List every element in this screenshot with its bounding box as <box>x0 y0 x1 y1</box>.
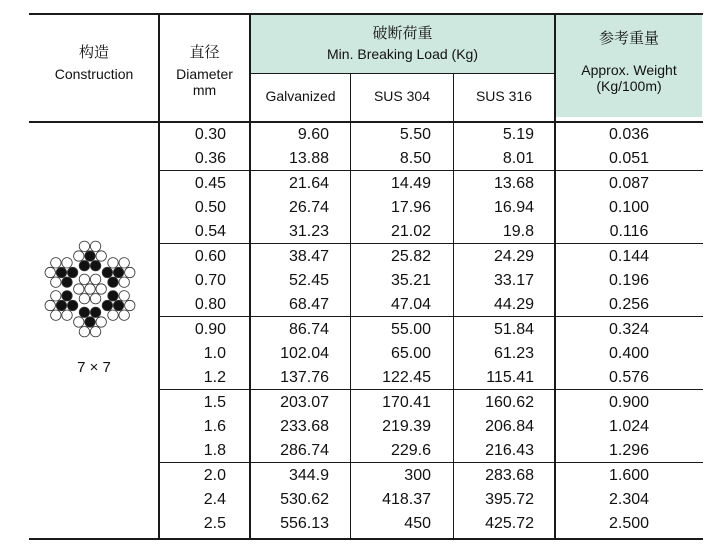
wire <box>108 310 118 320</box>
cell-galvanized: 286.74 <box>280 442 329 459</box>
cell-sus316: 19.8 <box>502 223 534 240</box>
cell-sus304: 21.02 <box>390 223 431 240</box>
wire <box>90 327 100 337</box>
wire <box>45 300 55 310</box>
cell-sus304: 17.96 <box>390 199 431 216</box>
header-load-fill <box>251 14 554 74</box>
wire <box>51 258 61 268</box>
header-bottom-border <box>29 121 703 123</box>
cell-sus304: 65.00 <box>390 345 431 362</box>
header-galvanized: Galvanized <box>265 88 336 104</box>
wire <box>85 284 95 294</box>
wire <box>56 267 66 277</box>
cell-diameter: 1.2 <box>203 369 226 386</box>
cell-weight: 0.144 <box>608 248 650 265</box>
cell-weight: 1.024 <box>608 418 650 435</box>
wire <box>62 310 72 320</box>
cell-weight: 0.256 <box>608 296 650 313</box>
cell-sus304: 219.39 <box>382 418 431 435</box>
cell-sus304: 170.41 <box>382 394 431 411</box>
cell-weight: 0.576 <box>608 369 650 386</box>
wire <box>85 251 95 261</box>
header-weight-cn: 参考重量 <box>598 29 659 47</box>
group-separator <box>158 243 703 244</box>
wire <box>119 277 129 287</box>
cell-sus316: 395.72 <box>485 491 534 508</box>
wire <box>79 327 89 337</box>
cell-galvanized: 52.45 <box>288 272 329 289</box>
cell-sus304: 14.49 <box>390 175 431 192</box>
wire <box>96 251 106 261</box>
group-separator <box>158 389 703 390</box>
wire <box>51 277 61 287</box>
cell-weight: 0.036 <box>608 126 650 143</box>
cell-diameter: 0.36 <box>194 150 226 167</box>
wire <box>102 300 112 310</box>
wire <box>119 310 129 320</box>
wire <box>45 267 55 277</box>
cell-diameter: 0.80 <box>194 296 226 313</box>
cell-sus316: 24.29 <box>493 248 534 265</box>
cell-galvanized: 530.62 <box>280 491 329 508</box>
cell-sus316: 160.62 <box>485 394 534 411</box>
cell-diameter: 0.45 <box>194 175 226 192</box>
cell-diameter: 1.6 <box>203 418 226 435</box>
cell-sus316: 61.23 <box>493 345 534 362</box>
construction-label: 7 × 7 <box>77 359 111 376</box>
cell-weight: 0.900 <box>608 394 650 411</box>
wire <box>90 294 100 304</box>
cell-diameter: 0.90 <box>194 321 226 338</box>
group-separator <box>158 462 703 463</box>
cell-sus316: 425.72 <box>485 515 534 532</box>
cell-galvanized: 203.07 <box>280 394 329 411</box>
header-diameter-en: Diameter <box>176 66 233 82</box>
cell-weight: 0.100 <box>608 199 650 216</box>
header-load-cn: 破断荷重 <box>372 24 433 42</box>
wire <box>90 274 100 284</box>
load-subheader-divider <box>251 73 554 74</box>
cell-diameter: 1.0 <box>203 345 226 362</box>
wire <box>125 267 135 277</box>
cell-sus316: 283.68 <box>485 467 534 484</box>
table-bottom-border <box>29 538 703 540</box>
cell-weight: 1.600 <box>608 467 650 484</box>
wire <box>108 258 118 268</box>
cell-galvanized: 31.23 <box>288 223 329 240</box>
cell-sus304: 47.04 <box>390 296 431 313</box>
header-weight-unit: (Kg/100m) <box>596 78 662 94</box>
wire <box>79 307 89 317</box>
cell-galvanized: 86.74 <box>288 321 329 338</box>
cell-diameter: 1.5 <box>203 394 226 411</box>
cell-sus316: 8.01 <box>502 150 534 167</box>
wire <box>119 258 129 268</box>
cell-sus316: 16.94 <box>493 199 534 216</box>
cell-sus304: 418.37 <box>382 491 431 508</box>
wire <box>79 241 89 251</box>
cell-weight: 0.051 <box>608 150 650 167</box>
wire <box>119 291 129 301</box>
wire <box>102 267 112 277</box>
wire <box>96 317 106 327</box>
cell-sus304: 229.6 <box>390 442 431 459</box>
wire <box>79 294 89 304</box>
wire <box>96 284 106 294</box>
wire <box>108 277 118 287</box>
header-diameter-unit: mm <box>192 82 217 98</box>
wire <box>56 300 66 310</box>
wire <box>90 261 100 271</box>
header-sus304: SUS 304 <box>373 88 431 104</box>
cell-galvanized: 344.9 <box>288 467 329 484</box>
cell-galvanized: 102.04 <box>280 345 329 362</box>
wire <box>79 261 89 271</box>
header-load-en: Min. Breaking Load (Kg) <box>327 46 478 62</box>
cell-weight: 0.087 <box>608 175 650 192</box>
wire <box>79 274 89 284</box>
cell-galvanized: 21.64 <box>288 175 329 192</box>
cell-galvanized: 13.88 <box>288 150 329 167</box>
wire <box>67 267 77 277</box>
cell-sus304: 300 <box>404 467 431 484</box>
cell-sus316: 115.41 <box>486 369 534 386</box>
cell-galvanized: 68.47 <box>288 296 329 313</box>
wire <box>62 291 72 301</box>
cell-diameter: 0.70 <box>194 272 226 289</box>
cell-galvanized: 38.47 <box>288 248 329 265</box>
wire <box>51 291 61 301</box>
wire <box>125 300 135 310</box>
cell-diameter: 2.5 <box>203 515 226 532</box>
cell-diameter: 0.30 <box>194 126 226 143</box>
cell-weight: 0.324 <box>608 321 650 338</box>
cell-sus304: 450 <box>404 515 431 532</box>
group-separator <box>158 170 703 171</box>
cell-galvanized: 9.60 <box>297 126 329 143</box>
wire <box>67 300 77 310</box>
cell-weight: 1.296 <box>608 442 650 459</box>
cell-sus304: 5.50 <box>399 126 431 143</box>
header-construction-cn: 构造 <box>78 43 109 61</box>
cell-sus304: 8.50 <box>399 150 431 167</box>
wire <box>74 284 84 294</box>
group-separator <box>158 316 703 317</box>
wire <box>62 258 72 268</box>
header-diameter-cn: 直径 <box>189 43 220 61</box>
wire <box>113 300 123 310</box>
cell-weight: 0.400 <box>608 345 650 362</box>
cell-diameter: 0.54 <box>194 223 226 240</box>
cell-diameter: 0.60 <box>194 248 226 265</box>
cell-sus304: 35.21 <box>390 272 431 289</box>
cell-sus304: 122.45 <box>382 369 431 386</box>
wire <box>90 241 100 251</box>
cell-diameter: 0.50 <box>194 199 226 216</box>
cell-diameter: 1.8 <box>203 442 226 459</box>
wire <box>74 251 84 261</box>
cell-sus316: 5.19 <box>502 126 534 143</box>
wire <box>108 291 118 301</box>
cell-sus316: 33.17 <box>493 272 534 289</box>
cell-sus316: 216.43 <box>485 442 534 459</box>
wire <box>62 277 72 287</box>
cell-sus304: 55.00 <box>390 321 431 338</box>
wire <box>113 267 123 277</box>
cell-galvanized: 556.13 <box>280 515 329 532</box>
header-construction-en: Construction <box>54 66 134 82</box>
header-sus316: SUS 316 <box>475 88 533 104</box>
wire <box>90 307 100 317</box>
table-top-border <box>29 13 703 15</box>
cell-weight: 2.500 <box>608 515 650 532</box>
cell-sus316: 51.84 <box>493 321 534 338</box>
cell-sus316: 13.68 <box>493 175 534 192</box>
wire <box>74 317 84 327</box>
cell-weight: 2.304 <box>608 491 650 508</box>
cell-sus304: 25.82 <box>390 248 431 265</box>
cell-weight: 0.116 <box>609 223 649 240</box>
wire <box>51 310 61 320</box>
wire <box>85 317 95 327</box>
cell-sus316: 44.29 <box>493 296 534 313</box>
wire-rope-7x7-cross-section <box>36 234 144 344</box>
cell-galvanized: 233.68 <box>280 418 329 435</box>
cell-weight: 0.196 <box>608 272 650 289</box>
cell-galvanized: 137.76 <box>280 369 329 386</box>
cell-diameter: 2.4 <box>203 491 226 508</box>
cell-galvanized: 26.74 <box>288 199 329 216</box>
header-weight-en: Approx. Weight <box>581 62 677 78</box>
cell-sus316: 206.84 <box>485 418 534 435</box>
cell-diameter: 2.0 <box>203 467 226 484</box>
